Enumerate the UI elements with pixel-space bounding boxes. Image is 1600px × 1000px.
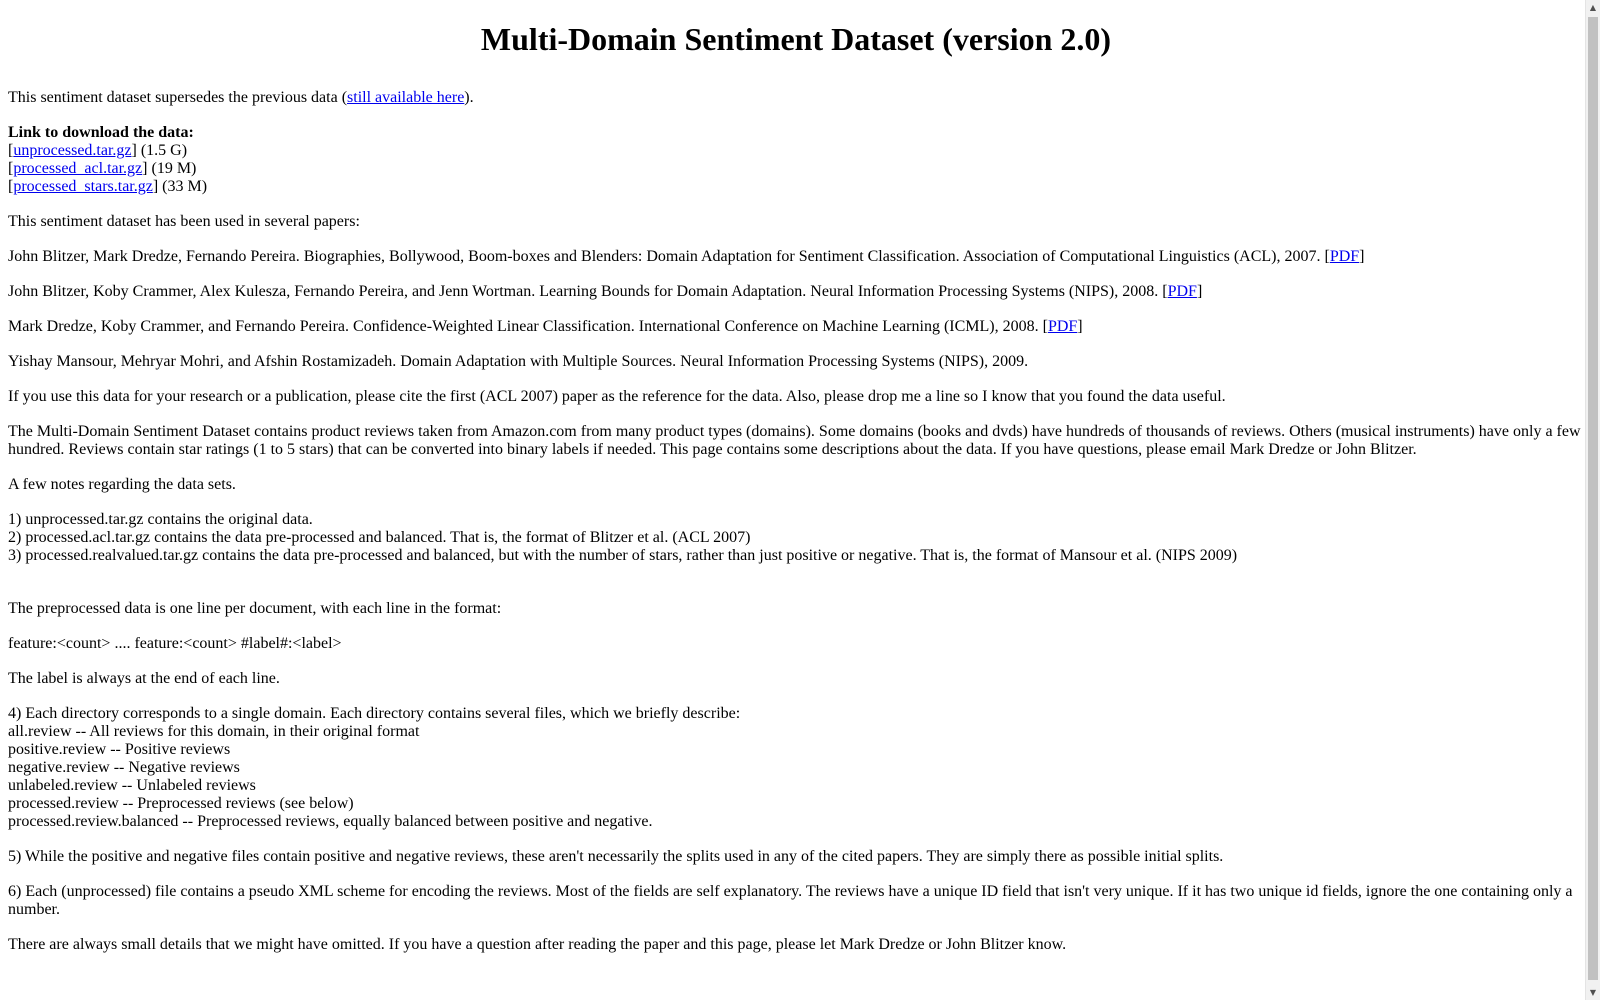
- paper-text: John Blitzer, Mark Dredze, Fernando Pereira. Biographies, Bollywood, Boom-boxes and Blenders: Domain Adaptation for Sentiment Classification. Association of Computational Linguistics (ACL), 2007.: [8, 248, 1325, 265]
- list-item: positive.review -- Positive reviews: [8, 741, 231, 758]
- list-item: 1) unprocessed.tar.gz contains the original data.: [8, 511, 313, 528]
- paper-pdf-link[interactable]: PDF: [1329, 248, 1360, 265]
- paper-citation: Mark Dredze, Koby Crammer, and Fernando Pereira. Confidence-Weighted Linear Classification. International Conference on Machine Learning (ICML), 2008. [PDF]: [8, 318, 1083, 335]
- dataset-description: The Multi-Domain Sentiment Dataset contains product reviews taken from Amazon.com from many product types (domains). Some domains (books and dvds) have hundreds of thousands of reviews. Others (musical instruments) have only a few hundred. Reviews contain star ratings (1 to 5 stars) that can be converted into binary labels if needed. This page contains some descriptions about the data. If you have questions, please email Mark Dredze or John Blitzer.: [8, 423, 1581, 458]
- note-6: 6) Each (unprocessed) file contains a pseudo XML scheme for encoding the reviews. Most of the fields are self explanatory. The reviews have a unique ID field that isn't very unique. If it has two unique id fields, ignore the one containing only a number.: [8, 883, 1573, 918]
- list-item: negative.review -- Negative reviews: [8, 759, 240, 776]
- label-note: The label is always at the end of each line.: [8, 670, 280, 687]
- format-intro: The preprocessed data is one line per document, with each line in the format:: [8, 600, 502, 617]
- scroll-down-icon[interactable]: ▼: [1589, 988, 1597, 997]
- list-item: unlabeled.review -- Unlabeled reviews: [8, 777, 256, 794]
- scrollbar-thumb[interactable]: [1588, 17, 1598, 980]
- directory-section: [8, 705, 1584, 831]
- citation-note: If you use this data for your research or a publication, please cite the first (ACL 2007) paper as the reference for the data. Also, please drop me a line so I know that you found the data useful.: [8, 388, 1226, 405]
- intro-paragraph: [8, 89, 1584, 107]
- directory-intro: 4) Each directory corresponds to a single domain. Each directory contains several files, which we briefly describe:: [8, 705, 741, 722]
- download-size: (33 M): [162, 178, 208, 195]
- spacer: [8, 565, 1584, 600]
- download-size: (1.5 G): [140, 142, 188, 159]
- download-link-unprocessed[interactable]: unprocessed.tar.gz: [13, 142, 132, 159]
- list-item: all.review -- All reviews for this domain, in their original format: [8, 723, 420, 740]
- list-item: processed.review.balanced -- Preprocessed reviews, equally balanced between positive and negative.: [8, 813, 653, 830]
- vertical-scrollbar[interactable]: [1585, 0, 1600, 1000]
- page-content: [8, 0, 1584, 971]
- papers-intro: This sentiment dataset has been used in several papers:: [8, 213, 360, 230]
- previous-data-link[interactable]: still available here: [347, 89, 465, 106]
- notes-intro: A few notes regarding the data sets.: [8, 476, 236, 493]
- note-5: 5) While the positive and negative files contain positive and negative reviews, these aren't necessarily the splits used in any of the cited papers. They are simply there as possible initial splits.: [8, 848, 1224, 865]
- downloads-section: Link to download the data: [unprocessed.tar.gz] (1.5 G) [processed_acl.tar.gz] (19 M) [processed_stars.tar.gz] (33 M): [8, 124, 208, 195]
- list-item: processed.review -- Preprocessed reviews (see below): [8, 795, 354, 812]
- scroll-up-icon[interactable]: ▲: [1589, 3, 1597, 12]
- download-size: (19 M): [151, 160, 197, 177]
- paper-pdf-link[interactable]: PDF: [1167, 283, 1197, 300]
- paper-citation: John Blitzer, Koby Crammer, Alex Kulesza, Fernando Pereira, and Jenn Wortman. Learning Bounds for Domain Adaptation. Neural Information Processing Systems (NIPS), 2008. [PDF]: [8, 283, 1203, 300]
- paper-citation: [8, 353, 1584, 371]
- page-title: Multi-Domain Sentiment Dataset (version 2.0): [480, 21, 1112, 57]
- closing-note: There are always small details that we might have omitted. If you have a question after reading the paper and this page, please let Mark Dredze or John Blitzer know.: [8, 936, 1067, 953]
- paper-pdf-link[interactable]: PDF: [1047, 318, 1078, 335]
- intro-text-end: ).: [464, 89, 474, 106]
- download-link-processed-stars[interactable]: processed_stars.tar.gz: [13, 178, 153, 195]
- notes-list: [8, 511, 1584, 565]
- paper-citation: John Blitzer, Mark Dredze, Fernando Pereira. Biographies, Bollywood, Boom-boxes and Blenders: Domain Adaptation for Sentiment Classification. Association of Computational Linguistics (ACL), 2007. [PDF]: [8, 248, 1365, 265]
- paper-text: Mark Dredze, Koby Crammer, and Fernando Pereira. Confidence-Weighted Linear Classification. International Conference on Machine Learning (ICML), 2008.: [8, 318, 1043, 335]
- intro-text: This sentiment dataset supersedes the previous data (: [8, 89, 348, 106]
- paper-text: John Blitzer, Koby Crammer, Alex Kulesza, Fernando Pereira, and Jenn Wortman. Learning Bounds for Domain Adaptation. Neural Information Processing Systems (NIPS), 2008.: [8, 283, 1163, 300]
- paper-text: Yishay Mansour, Mehryar Mohri, and Afshin Rostamizadeh. Domain Adaptation with Multiple Sources. Neural Information Processing Systems (NIPS), 2009.: [8, 353, 1029, 370]
- download-link-processed-acl[interactable]: processed_acl.tar.gz: [13, 160, 143, 177]
- list-item: 3) processed.realvalued.tar.gz contains the data pre-processed and balanced, but with the number of stars, rather than just positive or negative. That is, the format of Mansour et al. (NIPS 2009): [8, 547, 1238, 564]
- list-item: 2) processed.acl.tar.gz contains the data pre-processed and balanced. That is, the format of Blitzer et al. (ACL 2007): [8, 529, 751, 546]
- downloads-heading: Link to download the data:: [8, 124, 194, 141]
- format-line: feature:<count> .... feature:<count> #label#:<label>: [8, 635, 342, 652]
